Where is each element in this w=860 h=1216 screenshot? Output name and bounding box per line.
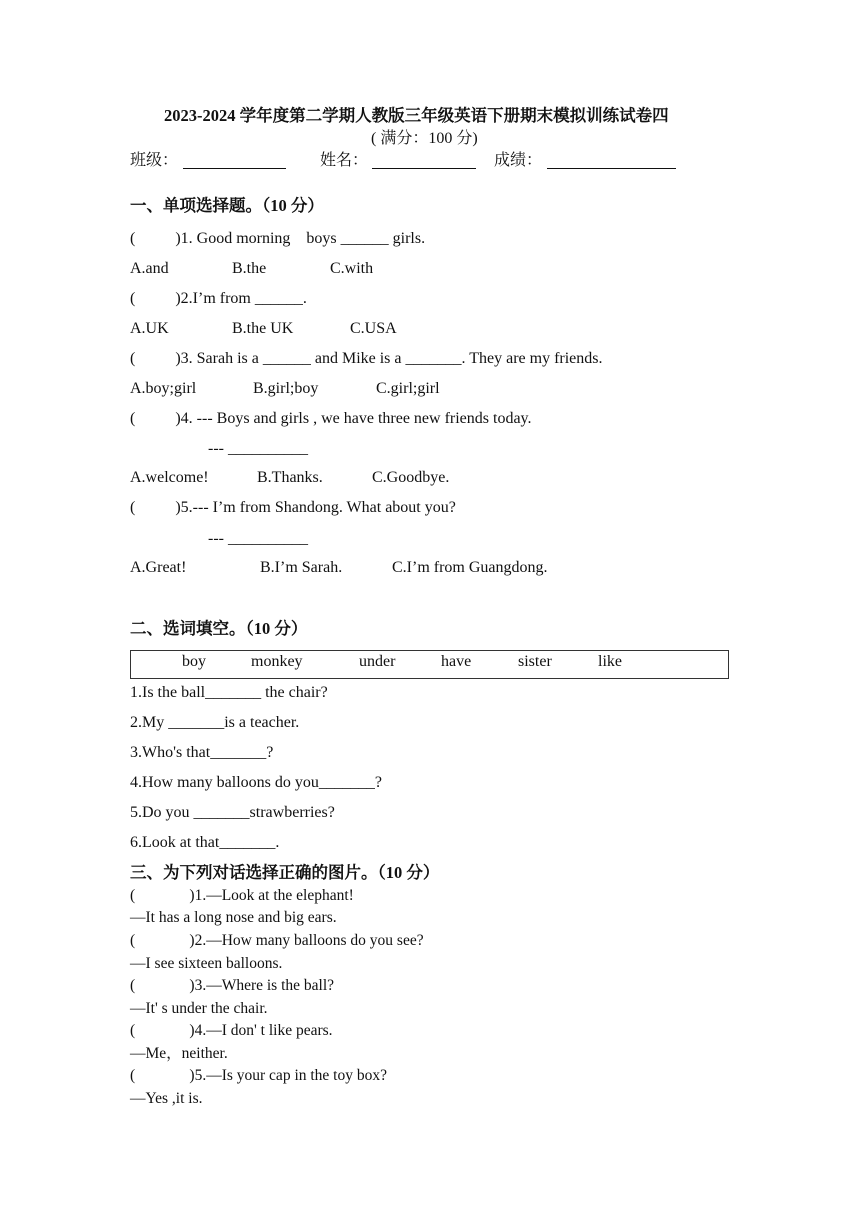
s2-item-6: 6.Look at that_______. xyxy=(130,834,280,851)
s1-q4-reply: --- __________ xyxy=(208,440,308,457)
s1-question-5: ( )5.--- I’m from Shandong. What about you? xyxy=(130,499,456,516)
s1-q4-option-a: A.welcome! xyxy=(130,469,209,486)
s3-line: ( )5.—Is your cap in the toy box? xyxy=(130,1067,387,1084)
s1-q1-option-b: B.the xyxy=(232,260,267,277)
s2-item-4: 4.How many balloons do you_______? xyxy=(130,774,382,791)
s2-item-3: 3.Who's that_______? xyxy=(130,744,274,761)
s2-item-2: 2.My _______is a teacher. xyxy=(130,714,300,731)
page-title: 2023-2024 学年度第二学期人教版三年级英语下册期末模拟训练试卷四 xyxy=(164,106,669,125)
s1-q5-option-b: B.I’m Sarah. xyxy=(260,559,343,576)
s3-line: ( )3.—Where is the ball? xyxy=(130,977,335,994)
s3-line: —Yes ,it is. xyxy=(130,1090,203,1107)
s1-q4-option-c: C.Goodbye. xyxy=(372,469,450,486)
s1-q3-option-a: A.boy;girl xyxy=(130,380,197,397)
word-bank-item: like xyxy=(598,653,622,670)
section2-heading: 二、选词填空。（10 分） xyxy=(130,619,308,638)
s3-line: ( )1.—Look at the elephant! xyxy=(130,887,354,904)
word-bank-item: have xyxy=(441,653,472,670)
section1-heading: 一、单项选择题。（10 分） xyxy=(130,196,324,215)
s1-q3-option-b: B.girl;boy xyxy=(253,380,319,397)
class-label: 班级： xyxy=(130,152,179,169)
word-bank-item: sister xyxy=(518,653,552,670)
s1-question-2: ( )2.I’m from ______. xyxy=(130,290,307,307)
s1-question-4: ( )4. --- Boys and girls , we have three new friends today. xyxy=(130,410,532,427)
s1-question-1: ( )1. Good morning boys ______ girls. xyxy=(130,230,426,247)
s1-q5-option-c: C.I’m from Guangdong. xyxy=(392,559,548,576)
word-bank-item: boy xyxy=(182,653,206,670)
name-label: 姓名： xyxy=(320,152,369,169)
s3-line: —It' s under the chair. xyxy=(130,1000,268,1017)
class-field[interactable] xyxy=(183,168,286,169)
s2-item-1: 1.Is the ball_______ the chair? xyxy=(130,684,328,701)
s1-q2-option-a: A.UK xyxy=(130,320,169,337)
s1-question-3: ( )3. Sarah is a ______ and Mike is a _______. They are my friends. xyxy=(130,350,603,367)
s3-line: ( )2.—How many balloons do you see? xyxy=(130,932,424,949)
s3-line: —I see sixteen balloons. xyxy=(130,955,283,972)
grade-label: 成绩： xyxy=(494,152,543,169)
word-bank-item: under xyxy=(359,653,396,670)
s1-q2-option-b: B.the UK xyxy=(232,320,294,337)
name-field[interactable] xyxy=(372,168,476,169)
word-bank-item: monkey xyxy=(251,653,303,670)
s1-q3-option-c: C.girl;girl xyxy=(376,380,440,397)
s1-q5-option-a: A.Great! xyxy=(130,559,187,576)
score-note: ( 满分：100 分) xyxy=(371,130,478,147)
grade-field[interactable] xyxy=(547,168,676,169)
s3-line: ( )4.—I don' t like pears. xyxy=(130,1022,333,1039)
s1-q4-option-b: B.Thanks. xyxy=(257,469,323,486)
section3-heading: 三、为下列对话选择正确的图片。（10 分） xyxy=(130,863,440,882)
s1-q5-reply: --- __________ xyxy=(208,530,308,547)
s3-line: —It has a long nose and big ears. xyxy=(130,909,337,926)
s1-q1-option-a: A.and xyxy=(130,260,169,277)
s1-q1-option-c: C.with xyxy=(330,260,374,277)
s1-q2-option-c: C.USA xyxy=(350,320,397,337)
word-bank-box xyxy=(130,650,729,679)
s3-line: —Me，neither. xyxy=(130,1045,228,1062)
s2-item-5: 5.Do you _______strawberries? xyxy=(130,804,335,821)
